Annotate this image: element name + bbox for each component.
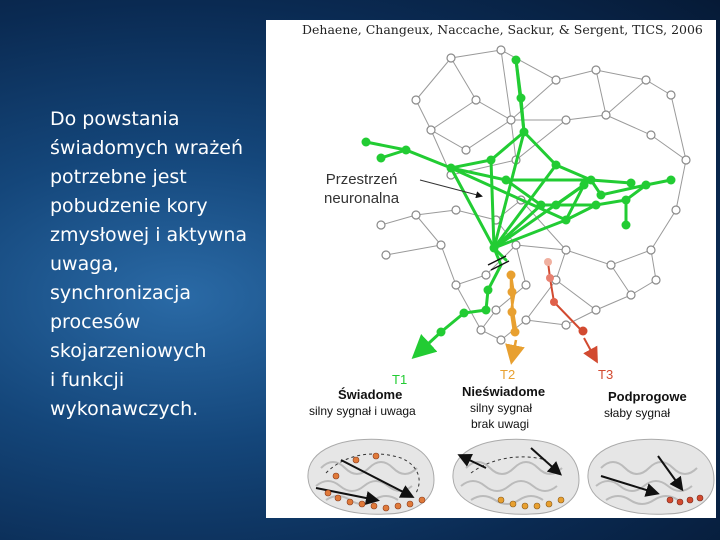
network-diagram — [266, 20, 716, 518]
workspace-label — [324, 170, 399, 208]
text-line: i funkcji — [50, 369, 125, 391]
text-line: Do powstania — [50, 108, 180, 130]
slide-body-text — [50, 105, 265, 424]
text-line: świadomych wrażeń — [50, 137, 244, 159]
t1-title: Świadome — [338, 387, 403, 402]
brain-t2 — [453, 439, 579, 514]
t2-title: Nieświadome — [462, 384, 546, 399]
t1-subtitle: silny sygnał i uwaga — [309, 404, 416, 418]
text-line: procesów — [50, 311, 141, 333]
t3-subtitle: słaby sygnał — [604, 406, 671, 420]
text-line: potrzebne jest — [50, 166, 187, 188]
workspace-label-line2: neuronalna — [324, 190, 400, 207]
text-line: pobudzenie kory — [50, 195, 208, 217]
neuronal-workspace-figure — [266, 20, 716, 518]
t3-title: Podprogowe — [608, 389, 687, 404]
brain-t1 — [308, 439, 434, 514]
t3-tag: T3 — [598, 367, 614, 382]
text-line: uwaga, — [50, 253, 119, 275]
brain-t3 — [588, 439, 714, 514]
figure-citation: Dehaene, Changeux, Naccache, Sackur, & Sergent, TICS, 2006 — [302, 22, 703, 37]
text-line: synchronizacja — [50, 282, 191, 304]
text-line: skojarzeniowych — [50, 340, 207, 362]
t2-subtitle-line2: brak uwagi — [471, 417, 530, 431]
t1-tag: T1 — [392, 372, 408, 387]
text-line: wykonawczych. — [50, 398, 199, 420]
text-line: zmysłowej i aktywna — [50, 224, 248, 246]
green-network — [366, 60, 671, 355]
workspace-label-line1: Przestrzeń — [325, 171, 398, 188]
t2-tag: T2 — [500, 367, 516, 382]
t2-subtitle-line1: silny sygnał — [470, 401, 533, 415]
label-pointer — [420, 180, 481, 196]
